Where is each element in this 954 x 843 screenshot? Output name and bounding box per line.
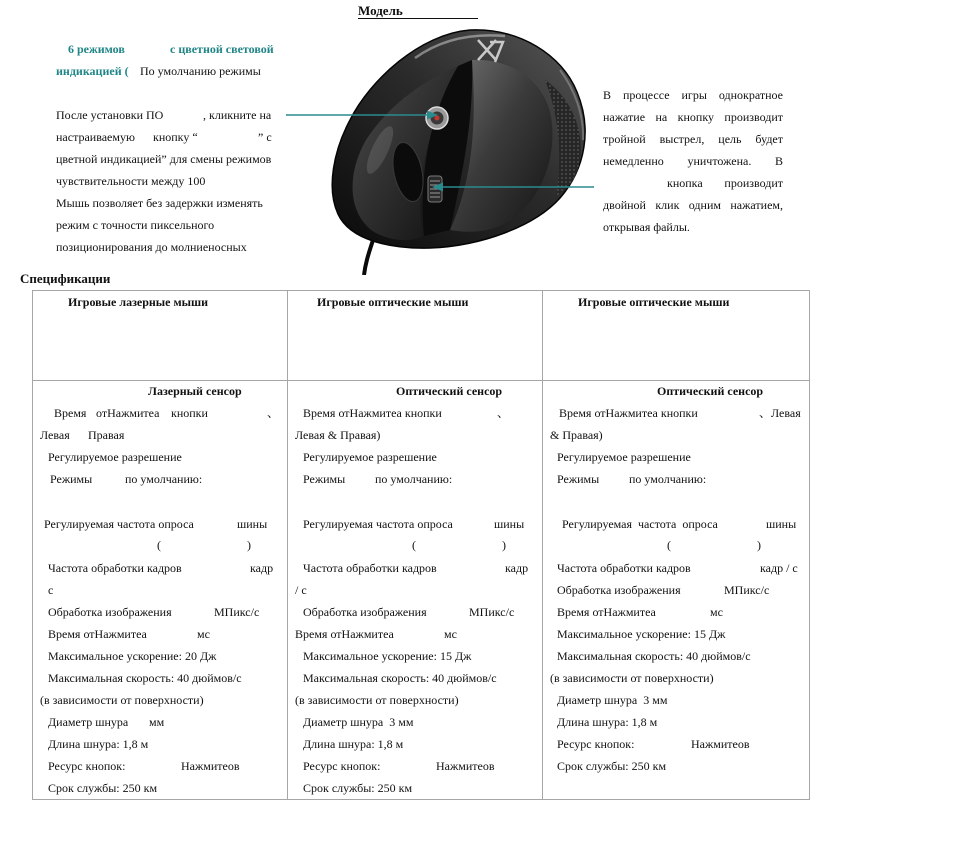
optical-b-polling-rate: Регулируемая частота опроса	[562, 517, 718, 531]
column-header-optical: Игровые оптические мыши	[578, 295, 730, 309]
optical-a-buttons: Левая & Правая)	[295, 428, 381, 442]
optical-a-cable-length: Длина шнура: 1,8 м	[303, 737, 404, 751]
laser-response-time: кнопки	[171, 406, 208, 420]
laser-sensor-type: Лазерный сенсор	[148, 384, 242, 398]
intro-text: позиционирования до молниеносных	[56, 240, 247, 254]
optical-a-max-acceleration: Максимальное ускорение: 15 Дж	[303, 649, 472, 663]
optical-a-response-time: Время отНажмитеа кнопки	[303, 406, 442, 420]
optical-b-image-processing: МПикс/с	[724, 583, 770, 597]
laser-image-processing: МПикс/с	[214, 605, 260, 619]
optical-b-sensor-type: Оптический сенсор	[657, 384, 764, 398]
intro-text: Мышь позволяет без задержки изменять	[56, 196, 263, 210]
laser-polling-rate: Регулируемая частота опроса	[44, 517, 194, 531]
laser-default-modes: Режимы	[50, 472, 93, 486]
optical-b-image-processing: Обработка изображения	[557, 583, 681, 597]
laser-polling-rate: шины	[237, 517, 268, 531]
intro-text: ” с	[258, 130, 272, 144]
optical-a-polling-rate: шины	[494, 517, 525, 531]
optical-a-resolution: Регулируемое разрешение	[303, 450, 437, 464]
side-note-line: кнопка производит	[667, 176, 783, 190]
optical-b-response-time: 、Левая	[759, 406, 801, 420]
laser-image-processing: Обработка изображения	[48, 605, 172, 619]
optical-a-max-speed: Максимальная скорость: 40 дюймов/с	[303, 671, 497, 685]
intro-text: чувствительности между 100	[56, 174, 206, 188]
laser-surface-note: (в зависимости от поверхности)	[40, 693, 204, 707]
optical-a-default-modes: по умолчанию:	[375, 472, 453, 486]
intro-modes-heading: с цветной световой	[170, 42, 274, 56]
optical-b-button-lifespan: Ресурс кнопок:	[557, 737, 635, 751]
optical-a-response-time: 、	[497, 406, 510, 420]
optical-a-image-processing: Обработка изображения	[303, 605, 427, 619]
column-header-laser: Игровые лазерные мыши	[68, 295, 209, 309]
optical-a-sensor-type: Оптический сенсор	[396, 384, 503, 398]
table-divider	[542, 290, 543, 800]
optical-a-default-modes: Режимы	[303, 472, 346, 486]
laser-max-acceleration: Максимальное ускорение: 20 Дж	[48, 649, 217, 663]
side-note-line: двойной клик одним нажатием,	[603, 198, 783, 212]
optical-b-click-time: Время отНажмитеа	[557, 605, 656, 619]
optical-a-frame-rate: Частота обработки кадров	[303, 561, 437, 575]
laser-frame-rate: кадр	[250, 561, 274, 575]
laser-response-time: 、	[267, 406, 280, 420]
laser-response-time: отНажмитеа	[96, 406, 160, 420]
side-note-line: открывая файлы.	[603, 220, 690, 234]
optical-b-frame-rate: Частота обработки кадров	[557, 561, 691, 575]
intro-text: цветной индикацией” для смены режимов	[56, 152, 272, 166]
optical-b-glide-life: Срок службы: 250 км	[557, 759, 667, 773]
table-divider	[287, 290, 288, 800]
optical-b-surface-note: (в зависимости от поверхности)	[550, 671, 714, 685]
laser-response-time: Время	[54, 406, 87, 420]
optical-b-polling-rate: шины	[766, 517, 797, 531]
optical-b-default-modes: по умолчанию:	[629, 472, 707, 486]
intro-text: режим с точности пиксельного	[56, 218, 215, 232]
optical-a-polling-rate: Регулируемая частота опроса	[303, 517, 453, 531]
laser-click-time: Время отНажмитеа	[48, 627, 147, 641]
laser-resolution: Регулируемое разрешение	[48, 450, 182, 464]
laser-cable-diameter: мм	[149, 715, 165, 729]
arrowhead-right-icon	[427, 111, 438, 120]
side-note-line: тройной выстрел, цель будет	[603, 132, 783, 146]
laser-polling-rate-unit: )	[247, 538, 251, 552]
laser-click-time: мс	[197, 627, 210, 641]
optical-b-polling-rate-unit: )	[757, 538, 761, 552]
optical-a-surface-note: (в зависимости от поверхности)	[295, 693, 459, 707]
optical-a-frame-rate: кадр	[505, 561, 529, 575]
model-title: Модель	[358, 3, 403, 18]
optical-a-polling-rate-unit: (	[412, 538, 416, 552]
optical-a-button-lifespan: Ресурс кнопок:	[303, 759, 381, 773]
callout-arrows	[280, 105, 600, 200]
laser-polling-rate-unit: (	[157, 538, 161, 552]
optical-b-button-lifespan: Нажмитеов	[691, 737, 750, 751]
side-note-line: немедленно уничтожена. В	[603, 154, 783, 168]
intro-default-modes: По умолчанию режимы	[140, 64, 261, 78]
optical-a-image-processing: МПикс/с	[469, 605, 515, 619]
intro-modes-heading: 6 режимов	[68, 42, 125, 56]
optical-b-frame-rate: кадр / с	[760, 561, 798, 575]
optical-a-glide-life: Срок службы: 250 км	[303, 781, 413, 795]
laser-max-speed: Максимальная скорость: 40 дюймов/с	[48, 671, 242, 685]
intro-text: настраиваемую	[56, 130, 135, 144]
optical-a-polling-rate-unit: )	[502, 538, 506, 552]
arrowhead-left-icon	[432, 183, 443, 192]
table-divider	[32, 380, 810, 381]
column-header-optical: Игровые оптические мыши	[317, 295, 469, 309]
laser-buttons: Правая	[88, 428, 125, 442]
laser-cable-diameter: Диаметр шнура	[48, 715, 129, 729]
laser-cable-length: Длина шнура: 1,8 м	[48, 737, 149, 751]
optical-b-default-modes: Режимы	[557, 472, 600, 486]
intro-text: кнопку “	[153, 130, 198, 144]
optical-b-polling-rate-unit: (	[667, 538, 671, 552]
specs-title: Спецификации	[20, 271, 111, 286]
intro-modes-heading: индикацией (	[56, 64, 129, 78]
side-note-line: В процессе игры однократное	[603, 88, 783, 102]
optical-a-click-time: мс	[444, 627, 457, 641]
laser-button-lifespan: Нажмитеов	[181, 759, 240, 773]
laser-frame-rate: Частота обработки кадров	[48, 561, 182, 575]
optical-b-resolution: Регулируемое разрешение	[557, 450, 691, 464]
optical-a-cable-diameter: Диаметр шнура 3 мм	[303, 715, 414, 729]
laser-buttons: Левая	[40, 428, 70, 442]
optical-b-click-time: мс	[710, 605, 723, 619]
optical-b-cable-length: Длина шнура: 1,8 м	[557, 715, 658, 729]
laser-frame-rate: с	[48, 583, 54, 597]
model-title-underline	[358, 18, 478, 19]
intro-text: , кликните на	[203, 108, 272, 122]
laser-default-modes: по умолчанию:	[125, 472, 203, 486]
laser-button-lifespan: Ресурс кнопок:	[48, 759, 126, 773]
optical-b-response-time: Время отНажмитеа кнопки	[559, 406, 698, 420]
optical-b-cable-diameter: Диаметр шнура 3 мм	[557, 693, 668, 707]
optical-b-max-acceleration: Максимальное ускорение: 15 Дж	[557, 627, 726, 641]
laser-glide-life: Срок службы: 250 км	[48, 781, 158, 795]
optical-b-max-speed: Максимальная скорость: 40 дюймов/с	[557, 649, 751, 663]
side-note-line: нажатие на кнопку производит	[603, 110, 783, 124]
intro-text: После установки ПО	[56, 108, 164, 122]
optical-a-frame-rate: / с	[295, 583, 307, 597]
optical-a-click-time: Время отНажмитеа	[295, 627, 394, 641]
optical-b-buttons: & Правая)	[550, 428, 603, 442]
optical-a-button-lifespan: Нажмитеов	[436, 759, 495, 773]
